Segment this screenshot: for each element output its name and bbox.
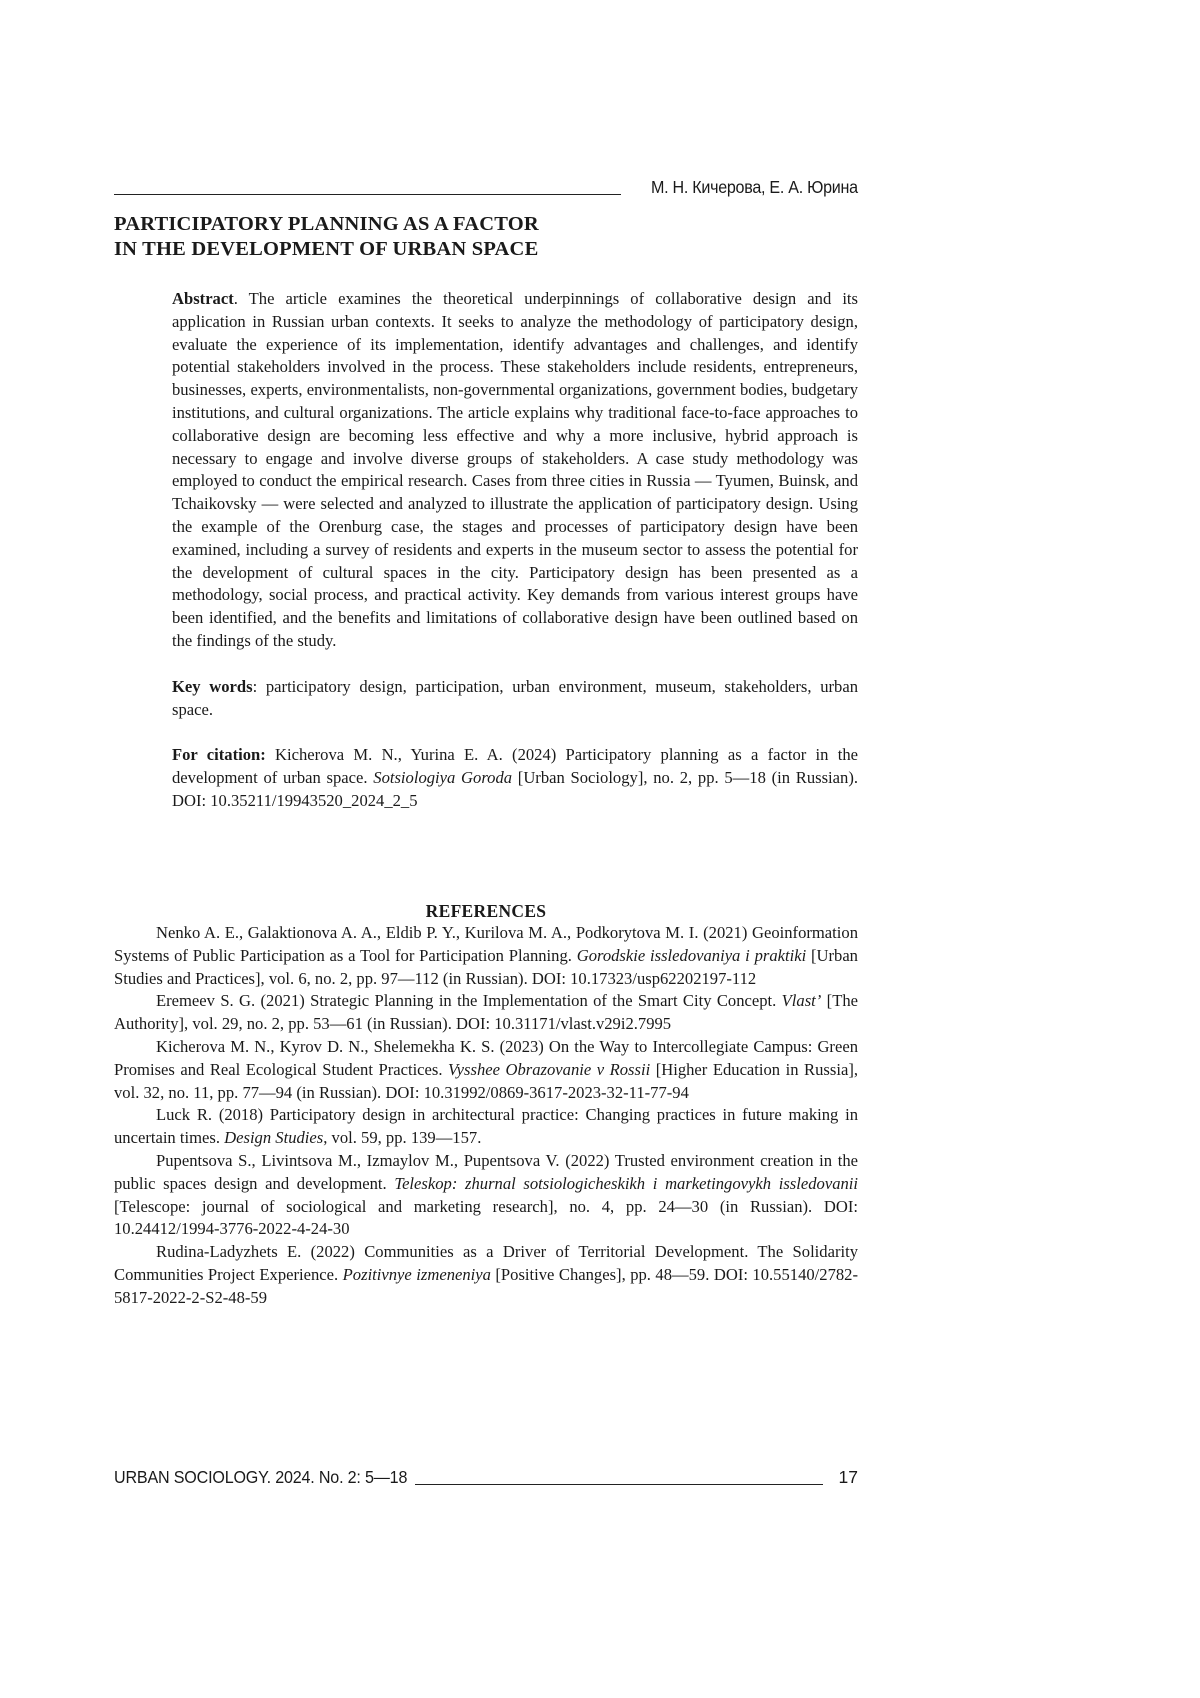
reference-source: Pozitivnye izmeneniya [342,1264,491,1284]
reference-details: [Higher Education in Russia], vol. 32, no. 11, pp. 77—94 (in Russian). DOI: 10.31992/0869-3617-2023-32-11-77-94 [114,1059,858,1102]
running-footer [114,1464,858,1488]
footer-rule [415,1484,823,1485]
reference-source: Gorodskie issledovaniya i praktiki [576,945,807,965]
reference-details: [Positive Changes], pp. 48—59. DOI: 10.55140/2782-5817-2022-2-S2-48-59 [114,1264,858,1307]
reference-item [114,1150,858,1241]
abstract-section [172,288,858,813]
running-header [114,172,858,198]
reference-source: Vlast’ [781,991,822,1011]
reference-details: [Telescope: journal of sociological and marketing research], no. 4, pp. 24—30 (in Russian). DOI: 10.24412/1994-3776-2022-4-24-30 [114,1196,858,1239]
abstract-text: . The article examines the theoretical underpinnings of collaborative design and its application in Russian urban contexts. It seeks to analyze the methodology of participatory design, evaluate the experience of its implementation, identify advantages and challenges, and identify potential stakeholders involved in the process. These stakeholders include residents, entrepreneurs, businesses, experts, environmentalists, non-governmental organizations, government bodies, budgetary institutions, and cultural organizations. The article explains why traditional face-to-face approaches to collaborative design are becoming less effective and why a more inclusive, hybrid approach is necessary to engage and involve diverse groups of stakeholders. A case study methodology was employed to conduct the empirical research. Cases from three cities in Russia — Tyumen, Buinsk, and Tchaikovsky — were selected and analyzed to illustrate the application of participatory design. Using the example of the Orenburg case, the stages and processes of participatory design have been examined, including a survey of residents and experts in the museum sector to assess the potential for the development of cultural spaces in the city. Participatory design has been presented as a methodology, social process, and practical activity. Key demands from various interest groups have been identified, and the benefits and limitations of collaborative design have been outlined based on the findings of the study. [172,289,858,650]
reference-details: [Urban Studies and Practices], vol. 6, no. 2, pp. 97—112 (in Russian). DOI: 10.17323/usp62202197-112 [114,945,858,988]
header-authors: М. Н. Кичерова, Е. А. Юрина [651,177,858,197]
title-line-1: PARTICIPATORY PLANNING AS A FACTOR [114,213,539,235]
reference-details: , vol. 59, pp. 139—157. [323,1128,482,1148]
reference-text: Luck R. (2018) Participatory design in architectural practice: Changing practices in future making in uncertain times. [114,1105,858,1148]
citation-text-before: Kicherova M. N., Yurina E. A. (2024) Participatory planning as a factor in the development of urban space. [172,745,858,788]
keywords-label: Key words [172,676,253,696]
reference-item [114,1104,858,1150]
keywords-text: : participatory design, participation, urban environment, museum, stakeholders, urban space. [172,676,858,719]
reference-text: Nenko A. E., Galaktionova A. A., Eldib P. Y., Kurilova M. A., Podkorytova M. I. (2021) Geoinformation Systems of Public Participation as a Tool for Participation Planning. [114,923,858,965]
citation-journal: Sotsiologiya Goroda [373,768,513,788]
page-number: 17 [838,1467,858,1487]
reference-source: Vysshee Obrazovanie v Rossii [448,1059,651,1079]
citation-paragraph [172,744,858,812]
header-rule [114,194,621,195]
article-title [114,212,814,262]
reference-source: Teleskop: zhurnal sotsiologicheskikh i marketingovykh issledovanii [394,1173,859,1193]
footer-journal: URBAN SOCIOLOGY. 2024. No. 2: 5—18 [114,1467,408,1487]
reference-text: Rudina-Ladyzhets E. (2022) Communities as a Driver of Territorial Development. The Solidarity Communities Project Experience. [114,1242,858,1284]
keywords-paragraph [172,676,858,722]
references-heading: REFERENCES [425,901,547,921]
reference-text: Kicherova M. N., Kyrov D. N., Shelemekha K. S. (2023) On the Way to Intercollegiate Campus: Green Promises and Real Ecological Student Practices. [114,1036,858,1079]
title-line-2: IN THE DEVELOPMENT OF URBAN SPACE [114,238,539,260]
references-section [114,900,858,1310]
reference-item [114,990,858,1036]
reference-item [114,1036,858,1104]
reference-text: Pupentsova S., Livintsova M., Izmaylov M., Pupentsova V. (2022) Trusted environment creation in the public spaces design and development. [114,1150,858,1193]
reference-details: [The Authority], vol. 29, no. 2, pp. 53—61 (in Russian). DOI: 10.31171/vlast.v29i2.7995 [114,991,858,1034]
reference-text: Eremeev S. G. (2021) Strategic Planning in the Implementation of the Smart City Concept. [156,991,782,1011]
citation-label: For citation: [172,745,266,765]
reference-item [114,922,858,990]
abstract-label: Abstract [172,289,234,308]
reference-source: Design Studies [224,1128,324,1148]
citation-text-after: [Urban Sociology], no. 2, pp. 5—18 (in Russian). DOI: 10.35211/19943520_2024_2_5 [172,768,858,810]
abstract-paragraph [172,288,858,653]
reference-item [114,1241,858,1309]
